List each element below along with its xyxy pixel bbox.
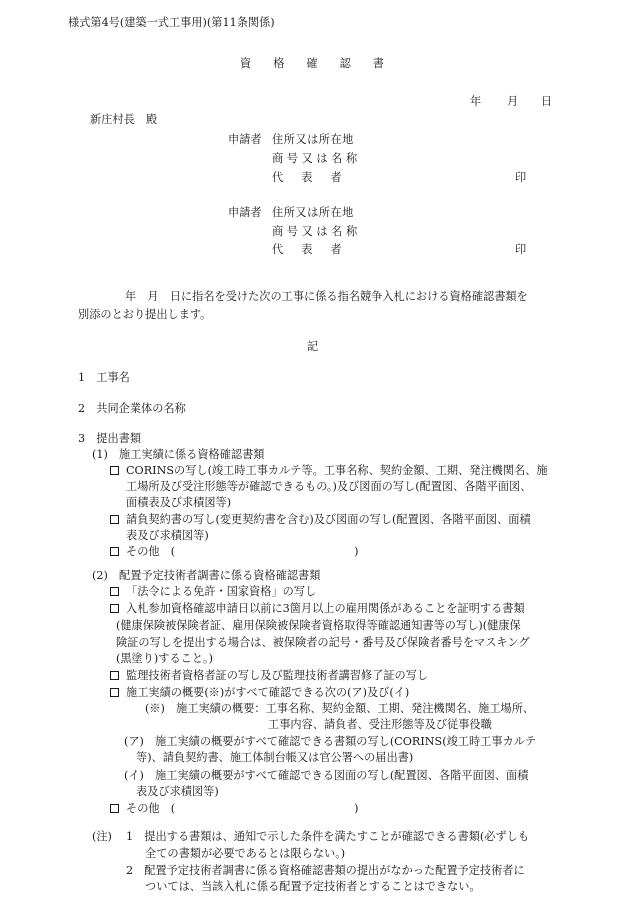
checkbox[interactable] <box>110 515 119 524</box>
ki-heading: 記 <box>307 340 319 353</box>
checkbox[interactable] <box>110 587 119 596</box>
section-documents: 3 提出書類 <box>78 432 142 445</box>
subsection-heading: (2) 配置予定技術者調書に係る資格確認書類 <box>92 569 321 582</box>
company-name-label: 商号又は名称 <box>272 225 361 238</box>
seal-mark: 印 <box>515 243 527 256</box>
checkbox[interactable] <box>110 804 119 813</box>
date-year: 年 <box>470 95 482 108</box>
address-label: 住所又は所在地 <box>272 206 354 219</box>
item-line: その他 ( ) <box>126 802 359 815</box>
note-line: (※) 施工実績の概要：工事名称、契約金額、工期、発注機関名、施工場所、 <box>145 702 535 715</box>
representative-label: 代表者 <box>272 171 360 184</box>
checkbox[interactable] <box>110 466 119 475</box>
item-line: 「法令による免許・国家資格」の写し <box>126 585 317 598</box>
address-label: 住所又は所在地 <box>272 133 354 146</box>
page-title: 資格確認書 <box>240 57 406 70</box>
form-id: 様式第4号(建築一式工事用)(第11条関係) <box>68 16 275 29</box>
item-a-line: 等)、請負契約書、施工体制台帳又は官公署への届出書) <box>136 751 414 764</box>
addressee: 新庄村長 殿 <box>90 113 158 126</box>
subsection-heading: (1) 施工実績に係る資格確認書類 <box>92 448 265 461</box>
item-line: その他 ( ) <box>126 545 359 558</box>
seal-mark: 印 <box>515 171 527 184</box>
representative-label: 代表者 <box>272 243 360 256</box>
item-line: 面積表及び求積図等) <box>126 496 232 509</box>
item-i-line: 表及び求積図等) <box>136 785 219 798</box>
item-line: 工場所及び受注形態等が確認できるもの。)及び図面の写し(配置図、各階平面図、 <box>126 480 532 493</box>
item-line: 入札参加資格確認申請日以前に3箇月以上の雇用関係があることを証明する書類 <box>126 602 525 615</box>
checkbox[interactable] <box>110 604 119 613</box>
company-name-label: 商号又は名称 <box>272 152 361 165</box>
remark-line: ついては、当該入札に係る配置予定技術者とすることはできない。 <box>145 880 481 893</box>
item-line: 請負契約書の写し(変更契約書を含む)及び図面の写し(配置図、各階平面図、面積 <box>126 513 531 526</box>
intro-line: 年 月 日に指名を受けた次の工事に係る指名競争入札における資格確認書類を <box>125 290 528 303</box>
item-line: 施工実績の概要(※)がすべて確認できる次の(ア)及び(イ) <box>126 686 410 699</box>
remark-line: 1 提出する書類は、通知で示した条件を満たすことが確認できる書類(必ずしも <box>126 830 530 843</box>
checkbox[interactable] <box>110 547 119 556</box>
note-line: 工事内容、請負者、受注形態等及び従事役職 <box>268 718 492 731</box>
checkbox[interactable] <box>110 671 119 680</box>
item-a-line: (ア) 施工実績の概要がすべて確認できる書類の写し(CORINS(竣工時工事カルテ <box>124 735 537 748</box>
applicant-role: 申請者 <box>228 133 262 146</box>
item-line: (黒塗り)すること。) <box>116 652 213 665</box>
section-project-name: 1 工事名 <box>78 371 130 384</box>
item-i-line: (イ) 施工実績の概要がすべて確認できる図面の写し(配置図、各階平面図、面積 <box>124 769 529 782</box>
item-line: 監理技術者資格者証の写し及び監理技術者講習修了証の写し <box>126 669 429 682</box>
applicant-role: 申請者 <box>228 206 262 219</box>
item-line: 表及び求積図等) <box>126 529 209 542</box>
remarks-label: (注) <box>92 830 112 843</box>
intro-line: 別添のとおり提出します。 <box>78 308 212 321</box>
date-month: 月 <box>507 95 519 108</box>
remark-line: 全ての書類が必要であるとは限らない。) <box>145 847 346 860</box>
date-day: 日 <box>541 95 553 108</box>
item-line: (健康保険被保険者証、雇用保険被保険者資格取得等確認通知書等の写し)(健康保 <box>116 619 521 632</box>
item-line: CORINSの写し(竣工時工事カルテ等。工事名称、契約金額、工期、発注機関名、施 <box>126 464 548 477</box>
item-line: 険証の写しを提出する場合は、被保険者の記号・番号及び保険者番号をマスキング <box>116 636 530 649</box>
checkbox[interactable] <box>110 688 119 697</box>
section-jv-name: 2 共同企業体の名称 <box>78 402 186 415</box>
remark-line: 2 配置予定技術者調書に係る資格確認書類の提出がなかった配置予定技術者に <box>126 864 525 877</box>
